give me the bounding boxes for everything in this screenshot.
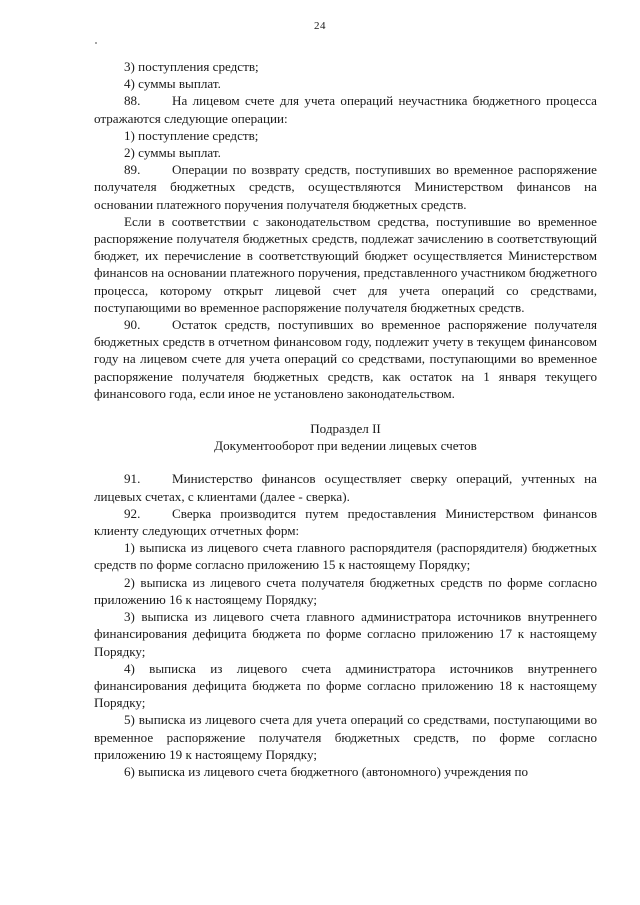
numbered-paragraph: 91. Министерство финансов осуществляет сверку операций, учтенных на лицевых счетах, с клиентами (далее - сверка). (94, 471, 597, 504)
numbered-paragraph: 90. Остаток средств, поступивших во временное распоряжение получателя бюджетных средств в отчетном финансовом году, подлежит учету в текущем финансовом году на лицевом счете для учета операций со средствами, поступающими во временное распоряжение получателя бюджетных средств, как остаток на 1 января текущего финансового года, если иное не установлено законодательством. (94, 317, 597, 401)
paragraph: Если в соответствии с законодательством средства, поступившие во временное распоряжение получателя бюджетных средств, подлежат зачислению в соответствующий бюджет, их перечисление в соответствующий бюджет осуществляется Министерством финансов на основании платежного поручения, представленного участником бюджетного процесса, которому открыт лицевой счет для учета операций со средствами, поступающими во временное распоряжение получателя бюджетных средств. (94, 213, 597, 315)
list-item: 3) поступления средств; (124, 59, 259, 74)
subsection-title: Документооборот при ведении лицевых счетов (214, 438, 477, 454)
list-item: 1) поступление средств; (124, 127, 259, 143)
document-body (94, 58, 597, 780)
list-item: 1) выписка из лицевого счета главного распорядителя (распорядителя) бюджетных средств по форме согласно приложению 15 к настоящему Порядку; (94, 540, 597, 573)
list-item: 2) суммы выплат. (124, 145, 221, 161)
list-item: 5) выписка из лицевого счета для учета операций со средствами, поступающими во временное распоряжение получателя бюджетных средств, по форме согласно приложению 19 к настоящему Порядку; (94, 712, 597, 762)
paragraph-number: 88. (124, 93, 141, 109)
list-item: 3) выписка из лицевого счета главного администратора источников внутреннего финансирования дефицита бюджета по форме согласно приложению 17 к настоящему Порядку; (94, 609, 597, 659)
subsection-label: Подраздел II (310, 421, 381, 437)
numbered-paragraph: 92. Сверка производится путем предоставления Министерством финансов клиенту следующих отчетных форм: (94, 505, 597, 539)
paragraph-number: 91. (124, 471, 141, 487)
list-item: 2) выписка из лицевого счета получателя бюджетных средств по форме согласно приложению 16 к настоящему Порядку; (94, 574, 597, 607)
paragraph-number: 89. (124, 162, 141, 178)
paragraph-number: 92. (124, 505, 141, 521)
list-item: 4) выписка из лицевого счета администратора источников внутреннего финансирования дефицита бюджета по форме согласно приложению 18 к настоящему Порядку; (94, 660, 597, 711)
paragraph-number: 90. (124, 317, 141, 333)
numbered-paragraph: 89. Операции по возврату средств, поступивших во временное распоряжение получателя бюджетных средств, осуществляются Министерством финансов на основании платежного поручения получателя бюджетных средств. (94, 162, 597, 212)
list-item: 6) выписка из лицевого счета бюджетного (автономного) учреждения по (124, 763, 529, 779)
page-number: 24 (314, 20, 326, 32)
scan-artifact (95, 42, 97, 44)
numbered-paragraph: 88. На лицевом счете для учета операций неучастника бюджетного процесса отражаются следующие операции: (94, 93, 597, 126)
list-item: 4) суммы выплат. (124, 76, 221, 92)
